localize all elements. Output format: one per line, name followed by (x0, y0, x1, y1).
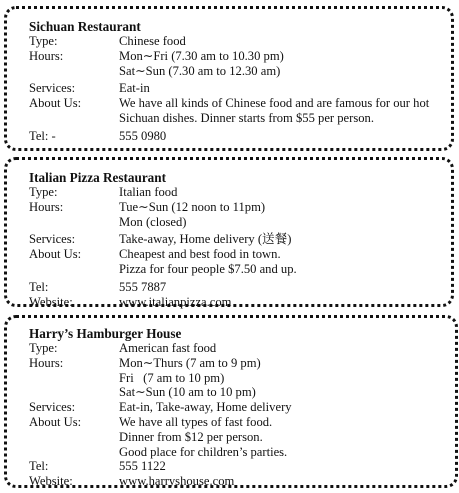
website-label: Website: (29, 474, 73, 489)
tel-value: 555 1122 (119, 459, 166, 474)
card-content (29, 19, 443, 144)
about-line: Cheapest and best food in town. (119, 247, 281, 262)
restaurant-name: Italian Pizza Restaurant (29, 170, 166, 185)
type-row (29, 34, 443, 49)
tel-row (29, 459, 447, 474)
about-line: Dinner from $12 per person. (119, 429, 263, 444)
services-row (29, 400, 447, 415)
about-line: Good place for children’s parties. (119, 444, 288, 459)
about-row (29, 415, 447, 459)
type-label: Type: (29, 34, 58, 48)
about-text: We have all kinds of Chinese food and are famous for our hot Sichuan dishes. Dinner starts from $55 per person. (119, 96, 430, 125)
services-row (29, 81, 443, 96)
hours-row (29, 356, 447, 400)
restaurant-name: Harry’s Hamburger House (29, 326, 182, 341)
website-row (29, 295, 443, 310)
type-row (29, 185, 443, 200)
restaurant-card-italian-pizza (4, 157, 454, 307)
type-row (29, 341, 447, 356)
restaurant-name: Sichuan Restaurant (29, 19, 141, 34)
hours-line: Fri (7 am to 10 pm) (119, 370, 225, 385)
tel-label: Tel: (29, 459, 49, 474)
hours-line: Tue∼Sun (12 noon to 11pm) (119, 199, 266, 214)
type-value: Chinese food (119, 34, 186, 48)
about-line: Pizza for four people $7.50 and up. (119, 261, 297, 276)
about-label: About Us: (29, 414, 82, 429)
about-line: We have all types of fast food. (119, 414, 273, 429)
about-label: About Us: (29, 247, 82, 262)
about-label: About Us: (29, 96, 82, 111)
services-row (29, 232, 443, 247)
type-label: Type: (29, 341, 58, 355)
hours-row (29, 49, 443, 79)
card-content (29, 170, 443, 309)
hours-line: Sat∼Sun (7.30 am to 12.30 am) (119, 63, 281, 78)
tel-label: Tel: - (29, 128, 56, 143)
about-row (29, 247, 443, 277)
tel-label: Tel: (29, 279, 49, 294)
tel-row (29, 129, 443, 144)
hours-line: Mon (closed) (119, 214, 187, 229)
hours-label: Hours: (29, 355, 64, 370)
restaurant-card-sichuan (4, 6, 454, 151)
services-value: Eat-in, Take-away, Home delivery (119, 400, 292, 415)
hours-row (29, 200, 443, 230)
hours-label: Hours: (29, 48, 64, 63)
hours-label: Hours: (29, 199, 64, 214)
type-value: Italian food (119, 185, 178, 199)
website-value: www.harryshouse.com (119, 474, 235, 489)
services-label: Services: (29, 232, 76, 247)
about-row (29, 96, 443, 126)
services-label: Services: (29, 81, 76, 96)
hours-line: Mon∼Thurs (7 am to 9 pm) (119, 355, 261, 370)
services-value: Take-away, Home delivery (送餐) (119, 232, 292, 247)
services-value: Eat-in (119, 81, 150, 96)
services-label: Services: (29, 400, 76, 415)
hours-line: Sat∼Sun (10 am to 10 pm) (119, 385, 256, 400)
card-content (29, 326, 447, 489)
restaurant-card-harrys-hamburger (4, 315, 458, 488)
tel-value: 555 0980 (119, 128, 167, 143)
website-label: Website: (29, 294, 73, 309)
tel-value: 555 7887 (119, 279, 167, 294)
type-label: Type: (29, 185, 58, 199)
tel-row (29, 280, 443, 295)
hours-line: Mon∼Fri (7.30 am to 10.30 pm) (119, 48, 284, 63)
website-row (29, 474, 447, 489)
website-value: www.italianpizza.com (119, 294, 232, 309)
type-value: American fast food (119, 341, 217, 355)
